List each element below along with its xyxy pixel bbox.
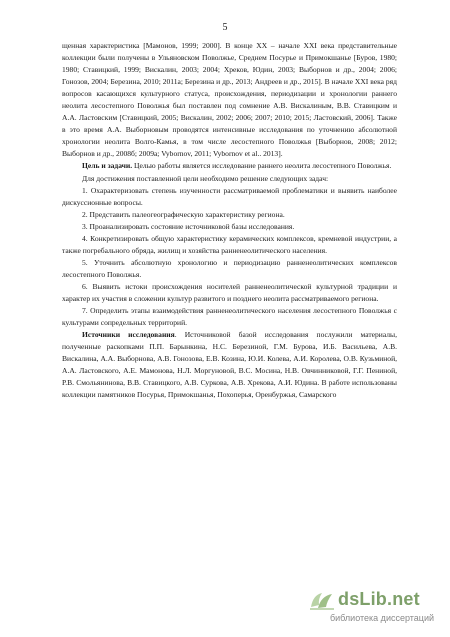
- sources-heading: Источники исследования: [82, 330, 175, 340]
- dslib-subtitle: библиотека диссертаций: [330, 613, 435, 623]
- dslib-logo-icon: [308, 589, 336, 611]
- page-number: 5: [222, 22, 228, 33]
- document-body: [62, 40, 397, 401]
- task-item-2: 2. Представить палеогеографическую характеристику региона.: [82, 209, 285, 219]
- paragraph-tasks-intro: Для достижения поставленной цели необходимо решение следующих задач:: [82, 173, 329, 183]
- task-item-3: 3. Проанализировать состояние источниковой базы исследования.: [82, 221, 295, 231]
- task-item-1: 1. Охарактеризовать степень изученности рассматриваемой проблематики и выявить наиболее дискуссионные вопросы.: [62, 185, 397, 207]
- paragraph-history: щенная характеристика [Мамонов, 1999; 2000]. В конце XX – начале XXI века представительные коллекции были получены в Ульяновском Поволжье, Среднем Посурье и Примокшанье [Буров, 1980; 1980; Ставицкий, 1999; Вискалин, 2003; 2004; Хреков, Юдин, 2003; Выборнов и др., 2004; 2006; Гонозов, 2004; Березина, 2010; 2011а; Березина и др., 2013; Андреев и др., 2015]. В начале XXI века ряд вопросов касающихся культурного статуса, происхождения, периодизации и хронологии раннего неолита лесостепного Поволжья был поставлен под сомнение А.В. Вискалиным, В.В. Ставицким и А.А. Ластовским [Ставицкий, 2005; Вискалин, 2002; 2006; 2007; 2010; 2015; Ластовский, 2006]. Также в это время А.А. Выборновым проводятся интенсивные исследования по уточнению абсолютной хронологии неолита Волго-Камья, в том числе лесостепного Поволжья [Выборнов, 2008; 2012; Выборнов и др., 2008б; 2009а; Vybornov, 2011; Vybornov et al.. 2013].: [62, 41, 397, 159]
- paragraph-sources: [62, 329, 397, 401]
- task-item-6: 6. Выявить истоки происхождения носителей ранненеолитической культурной традиции и характер их участия в сложении культур развитого и позднего неолита рассматриваемого региона.: [62, 281, 397, 303]
- task-item-7: 7. Определить этапы взаимодействия ранненеолитического населения лесостепного Поволжья с культурами сопредельных территорий.: [62, 306, 397, 328]
- sources-text: . Источниковой базой исследования послужили материалы, полученные раскопками П.П. Барынкина, Н.С. Березиной, Г.М. Бурова, И.Б. Васильева, А.В. Вискалина, А.А. Выборнова, А.В. Гонозова, Е.В. Козина, Ю.И. Колева, А.И. Королева, О.В. Кузьминой, А.А. Ластовского, А.Е. Мамонова, Н.Л. Моргуновой, В.С. Мосина, Н.В. Овчинниковой, Г.Г. Пениной, Р.В. Смольянинова, В.В. Ставицкого, А.В. Суркова, А.В. Хрекова, А.И. Юдина. В работе использованы коллекции памятников Посурья, Примокшанья, Похоперья, Оренбуржья, Самарского: [62, 330, 397, 400]
- task-item-5: 5. Уточнить абсолютную хронологию и периодизацию ранненеолитических комплексов лесостепного Поволжья.: [62, 257, 397, 279]
- dslib-name: dsLib.net: [338, 589, 420, 609]
- paragraph-goal: [62, 160, 397, 172]
- goal-text: Целью работы является исследование раннего неолита лесостепного Поволжья.: [132, 161, 392, 171]
- goal-heading: Цель и задачи.: [82, 161, 133, 171]
- task-item-4: 4. Конкретизировать общую характеристику керамических комплексов, кремневой индустрии, а также погребального обряда, жилищ и хозяйства ранненеолитического населения.: [62, 233, 397, 255]
- dslib-watermark: [286, 587, 436, 627]
